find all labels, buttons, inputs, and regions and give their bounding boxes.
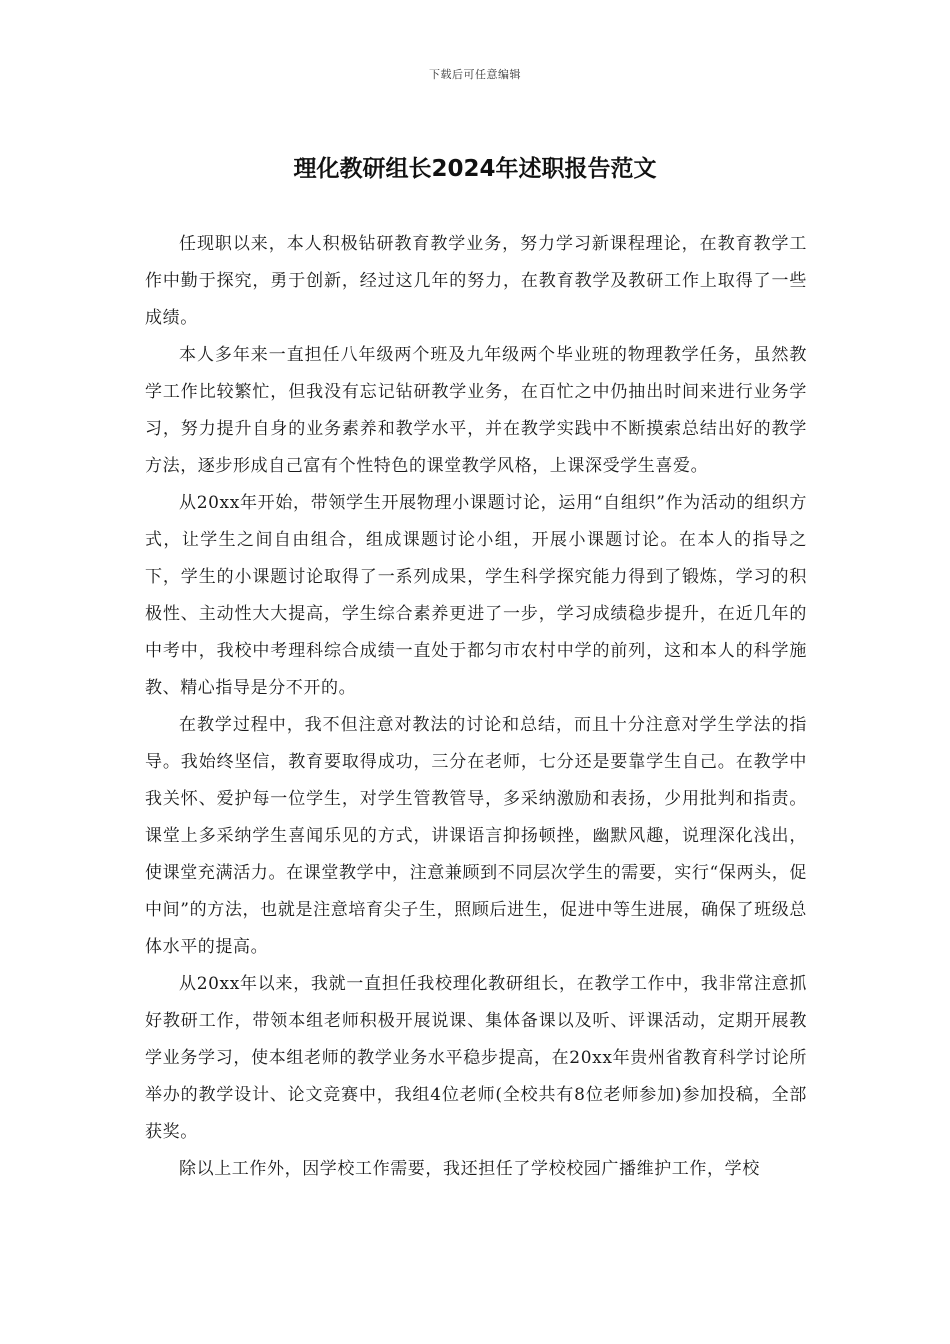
paragraph-4: 在教学过程中，我不但注意对教法的讨论和总结，而且十分注意对学生学法的指导。我始终坚信，教育要取得成功，三分在老师，七分还是要靠学生自己。在教学中我关怀、爱护每一位学生，对学生管教管导，多采纳激励和表扬，少用批判和指责。课堂上多采纳学生喜闻乐见的方式，讲课语言抑扬顿挫，幽默风趣，说理深化浅出，使课堂充满活力。在课堂教学中，注意兼顾到不同层次学生的需要，实行“保两头，促中间”的方法，也就是注意培育尖子生，照顾后进生，促进中等生进展，确保了班级总体水平的提高。 (145, 715, 807, 957)
paragraph-3: 从20xx年开始，带领学生开展物理小课题讨论，运用“自组织”作为活动的组织方式，让学生之间自由组合，组成课题讨论小组，开展小课题讨论。在本人的指导之下，学生的小课题讨论取得了一系列成果，学生科学探究能力得到了锻炼，学习的积极性、主动性大大提高，学生综合素养更进了一步，学习成绩稳步提升，在近几年的中考中，我校中考理科综合成绩一直处于都匀市农村中学的前列，这和本人的科学施教、精心指导是分不开的。 (145, 493, 807, 698)
paragraph-2: 本人多年来一直担任八年级两个班及九年级两个毕业班的物理教学任务，虽然教学工作比较繁忙，但我没有忘记钻研教学业务，在百忙之中仍抽出时间来进行业务学习，努力提升自身的业务素养和教学水平，并在教学实践中不断摸索总结出好的教学方法，逐步形成自己富有个性特色的课堂教学风格，上课深受学生喜爱。 (145, 345, 807, 476)
document-body (145, 226, 807, 1188)
paragraph-5: 从20xx年以来，我就一直担任我校理化教研组长，在教学工作中，我非常注意抓好教研工作，带领本组老师积极开展说课、集体备课以及听、评课活动，定期开展教学业务学习，使本组老师的教学业务水平稳步提高，在20xx年贵州省教育科学讨论所举办的教学设计、论文竞赛中，我组4位老师(全校共有8位老师参加)参加投稿，全部获奖。 (145, 974, 807, 1142)
paragraph-1: 任现职以来，本人积极钻研教育教学业务，努力学习新课程理论，在教育教学工作中勤于探究，勇于创新，经过这几年的努力，在教育教学及教研工作上取得了一些成绩。 (145, 234, 807, 328)
header-note: 下载后可任意编辑 (429, 68, 521, 81)
paragraph-6: 除以上工作外，因学校工作需要，我还担任了学校校园广播维护工作，学校 (179, 1159, 760, 1179)
document-title: 理化教研组长2024年述职报告范文 (293, 156, 657, 182)
